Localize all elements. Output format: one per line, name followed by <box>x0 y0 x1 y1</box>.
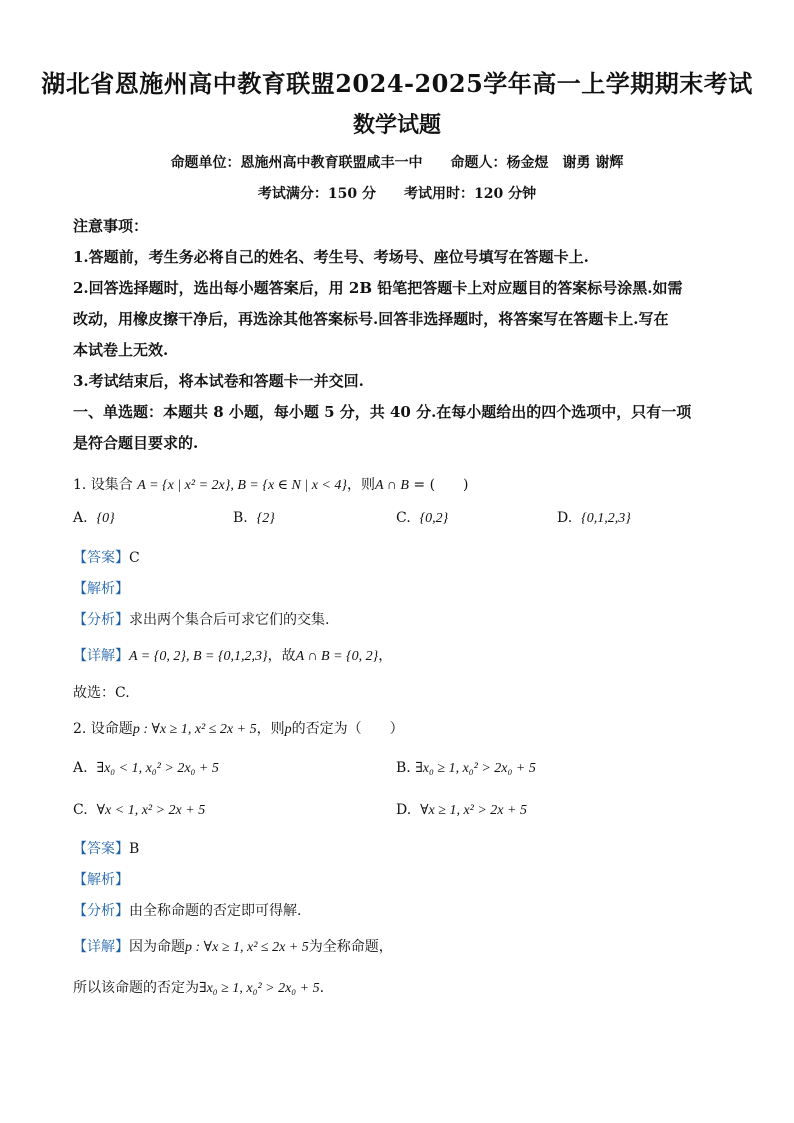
notice-item-2-end: 本试卷上无效. <box>73 341 169 359</box>
q2-fenxi: 【分析】由全称命题的否定即可得解. <box>73 903 302 919</box>
q2-option-b: B. ∃x₀ ≥ 1, x₀² > 2x₀ + 5 <box>396 760 536 776</box>
section-heading-cont: 是符合题目要求的. <box>73 434 199 452</box>
q1-option-b: B. {2} <box>233 510 275 526</box>
q1-blank: = ( ) <box>413 477 469 493</box>
q2-final: 所以该命题的否定为∃x₀ ≥ 1, x₀² > 2x₀ + 5. <box>73 980 325 996</box>
q1-then: ，则 <box>346 477 375 493</box>
notice-item-3: 3.考试结束后，将本试卷和答题卡一并交回. <box>73 372 364 390</box>
notice-heading: 注意事项： <box>73 217 149 235</box>
q2-analysis-tag: 【解析】 <box>73 872 129 888</box>
q1-option-c: C. {0,2} <box>396 510 449 526</box>
notice-item-2-cont: 改动，用橡皮擦干净后，再选涂其他答案标号.回答非选择题时，将答案写在答题卡上.写在 <box>73 310 669 328</box>
page-subtitle: 数学试题 <box>352 112 441 138</box>
q1-option-a: A. {0} <box>73 510 115 526</box>
question-2: 2. 设命题p : ∀x ≥ 1, x² ≤ 2x + 5，则p的否定为（ ） <box>73 721 404 737</box>
q1-sets: A = {x | x² = 2x}, B = {x ∈ N | x < 4} <box>137 478 347 493</box>
q1-prefix: 1. 设集合 <box>73 477 133 493</box>
q2-option-a: A. ∃x₀ < 1, x₀² > 2x₀ + 5 <box>73 760 219 776</box>
q1-fenxi: 【分析】求出两个集合后可求它们的交集. <box>73 612 330 628</box>
q2-option-c: C. ∀x < 1, x² > 2x + 5 <box>73 802 206 818</box>
section-heading: 一、单选题：本题共 8 小题，每小题 5 分，共 40 分.在每小题给出的四个选项中，只有一项 <box>73 403 692 421</box>
q2-option-d: D. ∀x ≥ 1, x² > 2x + 5 <box>396 802 527 818</box>
question-1 <box>73 474 469 494</box>
exam-info-line: 考试满分：150 分 考试用时：120 分钟 <box>257 186 537 202</box>
q1-analysis-tag: 【解析】 <box>73 581 129 597</box>
notice-item-2: 2.回答选择题时，选出每小题答案后，用 2B 铅笔把答题卡上对应题目的答案标号涂黑.如需 <box>73 279 683 297</box>
authors-line: 命题单位：恩施州高中教育联盟咸丰一中 命题人：杨金煜 谢勇 谢辉 <box>170 155 624 171</box>
answer-tag: 【答案】 <box>73 550 129 566</box>
page-title: 湖北省恩施州高中教育联盟2024-2025学年高一上学期期末考试 <box>41 69 753 98</box>
q1-option-d: D. {0,1,2,3} <box>557 510 631 526</box>
q1-answer: 【答案】C <box>73 550 140 566</box>
q2-xiangjie: 【详解】因为命题p : ∀x ≥ 1, x² ≤ 2x + 5为全称命题， <box>73 939 393 955</box>
q1-conclusion: 故选：C. <box>73 685 130 701</box>
q1-xiangjie: 【详解】A = {0, 2}, B = {0,1,2,3}，故A ∩ B = {0, 2}， <box>73 648 393 664</box>
notice-item-1: 1.答题前，考生务必将自己的姓名、考生号、考场号、座位号填写在答题卡上. <box>73 248 589 266</box>
q1-expr: A ∩ B <box>374 478 409 493</box>
q2-answer: 【答案】B <box>73 841 140 857</box>
